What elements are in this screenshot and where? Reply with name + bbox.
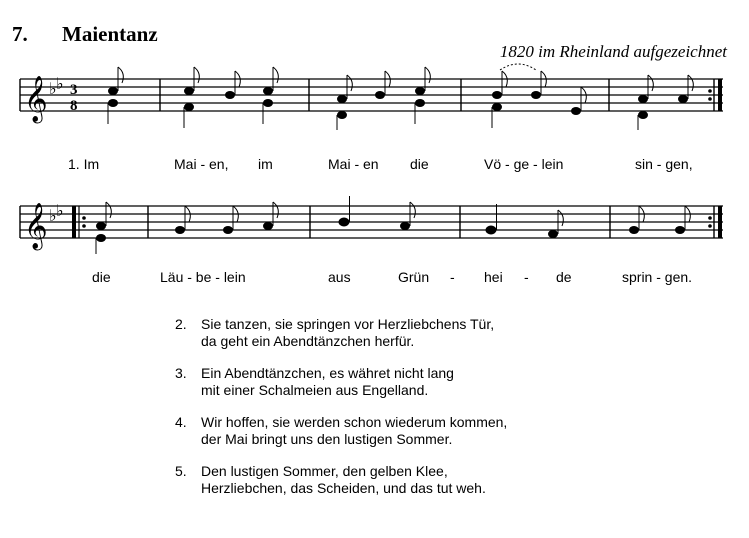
repeat-dot <box>82 224 86 228</box>
song-number: 7. <box>12 22 28 46</box>
flat-icon: ♭ <box>49 206 57 225</box>
lyric-syllable: sprin - gen. <box>622 269 693 285</box>
lyric-syllable: aus <box>328 269 351 285</box>
verse <box>175 365 507 399</box>
lyric-syllable: die <box>92 269 111 285</box>
additional-verses <box>175 316 507 512</box>
verse-number: 5. <box>175 463 187 479</box>
verse <box>175 316 507 350</box>
verse-line: da geht ein Abendtänzchen herfür. <box>201 333 415 349</box>
staff-lines <box>20 79 723 111</box>
lyric-syllable: Läu - be - lein <box>160 269 246 285</box>
lyric-syllable: sin - gen, <box>635 156 693 172</box>
verse-number: 3. <box>175 365 187 381</box>
lyric-syllable: - <box>524 269 529 285</box>
song-source: 1820 im Rheinland aufgezeichnet <box>499 42 727 61</box>
song-title: Maientanz <box>62 22 158 46</box>
verse-number: 2. <box>175 316 187 332</box>
repeat-start-barline <box>72 206 76 238</box>
lyric-syllable: hei <box>484 269 503 285</box>
lyric-syllable: Vö - ge - lein <box>484 156 564 172</box>
final-barline <box>718 79 722 111</box>
flat-icon: ♭ <box>49 79 57 98</box>
repeat-dot <box>82 216 86 220</box>
lyric-syllable: Mai - en <box>328 156 379 172</box>
lyric-syllable: - <box>450 269 455 285</box>
time-sig-top: 3 <box>70 82 78 98</box>
staff-lines <box>20 206 723 238</box>
lyric-syllable: de <box>556 269 572 285</box>
treble-clef-icon: 𝄞 <box>24 76 48 122</box>
staff-system-1 <box>0 60 749 160</box>
verse-line: Wir hoffen, sie werden schon wiederum kommen, <box>201 414 508 430</box>
treble-clef-icon: 𝄞 <box>24 203 48 249</box>
lyric-syllable: im <box>258 156 273 172</box>
fermata-arc <box>500 64 536 70</box>
notes <box>96 196 690 254</box>
lyric-syllable: die <box>410 156 429 172</box>
repeat-dot <box>708 224 712 228</box>
verse-line: Ein Abendtänzchen, es währet nicht lang <box>201 365 454 381</box>
notes <box>108 67 693 130</box>
verse-line: Herzliebchen, das Scheiden, und das tut weh. <box>201 480 486 496</box>
flat-icon: ♭ <box>56 201 64 220</box>
lyric-syllable: Grün <box>398 269 430 285</box>
lyric-syllable: 1. Im <box>68 156 100 172</box>
verse-line: Sie tanzen, sie springen vor Herzliebchens Tür, <box>201 316 495 332</box>
verse-line: der Mai bringt uns den lustigen Sommer. <box>201 431 453 447</box>
verse-line: Den lustigen Sommer, den gelben Klee, <box>201 463 448 479</box>
verse-number: 4. <box>175 414 187 430</box>
verse-line: mit einer Schalmeien aus Engelland. <box>201 382 429 398</box>
repeat-dot <box>708 97 712 101</box>
verse <box>175 463 507 497</box>
repeat-dot <box>708 216 712 220</box>
repeat-dot <box>708 89 712 93</box>
lyric-syllable: Mai - en, <box>174 156 229 172</box>
verse <box>175 414 507 448</box>
final-barline <box>718 206 722 238</box>
time-sig-bottom: 8 <box>70 98 78 114</box>
flat-icon: ♭ <box>56 74 64 93</box>
staff-system-2 <box>0 192 749 272</box>
